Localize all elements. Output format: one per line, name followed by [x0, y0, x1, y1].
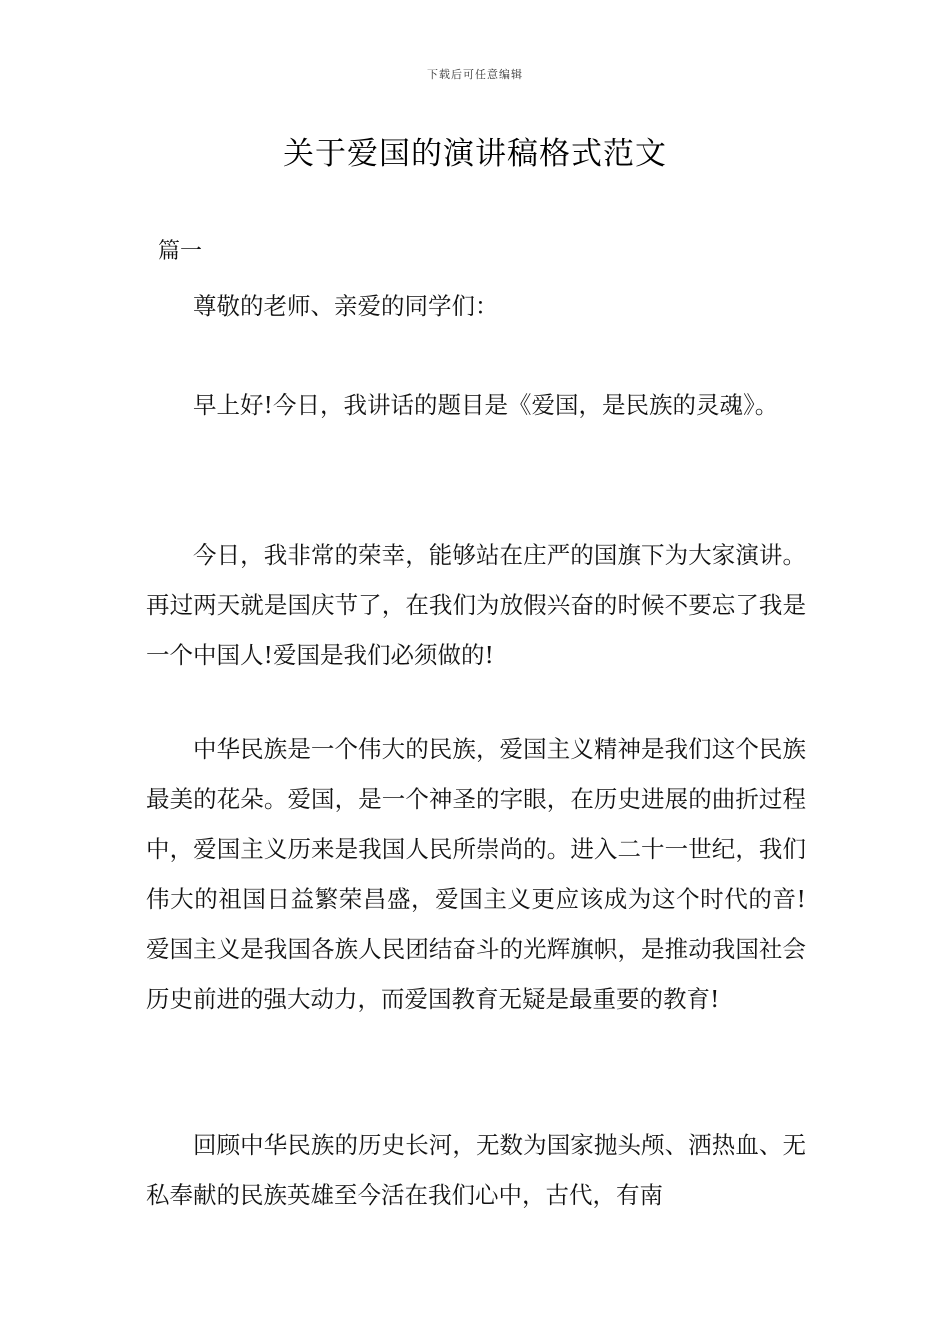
paragraph: 今日，我非常的荣幸，能够站在庄严的国旗下为大家演讲。再过两天就是国庆节了，在我们为放假兴奋的时候不要忘了我是一个中国人!爱国是我们必须做的!	[146, 541, 806, 669]
paragraph-block-3	[146, 724, 806, 1024]
header-note: 下载后可任意编辑	[427, 68, 523, 81]
salutation-block	[146, 281, 806, 331]
document-title: 关于爱国的演讲稿格式范文	[283, 136, 667, 172]
paragraph: 中华民族是一个伟大的民族，爱国主义精神是我们这个民族最美的花朵。爱国，是一个神圣的字眼，在历史进展的曲折过程中，爱国主义历来是我国人民所崇尚的。进入二十一世纪，我们伟大的祖国日益繁荣昌盛，爱国主义更应该成为这个时代的音!爱国主义是我国各族人民团结奋斗的光辉旗帜，是推动我国社会历史前进的强大动力，而爱国教育无疑是最重要的教育!	[146, 735, 806, 1013]
paragraph: 早上好!今日，我讲话的题目是《爱国，是民族的灵魂》。	[193, 391, 779, 419]
paragraph: 回顾中华民族的历史长河，无数为国家抛头颅、洒热血、无私奉献的民族英雄至今活在我们心中，古代，有南	[146, 1131, 806, 1209]
section-label: 篇一	[158, 239, 203, 264]
paragraph-block-4	[146, 1120, 806, 1220]
paragraph-block-2	[146, 530, 806, 680]
paragraph-block-1	[146, 380, 806, 430]
salutation: 尊敬的老师、亲爱的同学们：	[193, 292, 499, 320]
